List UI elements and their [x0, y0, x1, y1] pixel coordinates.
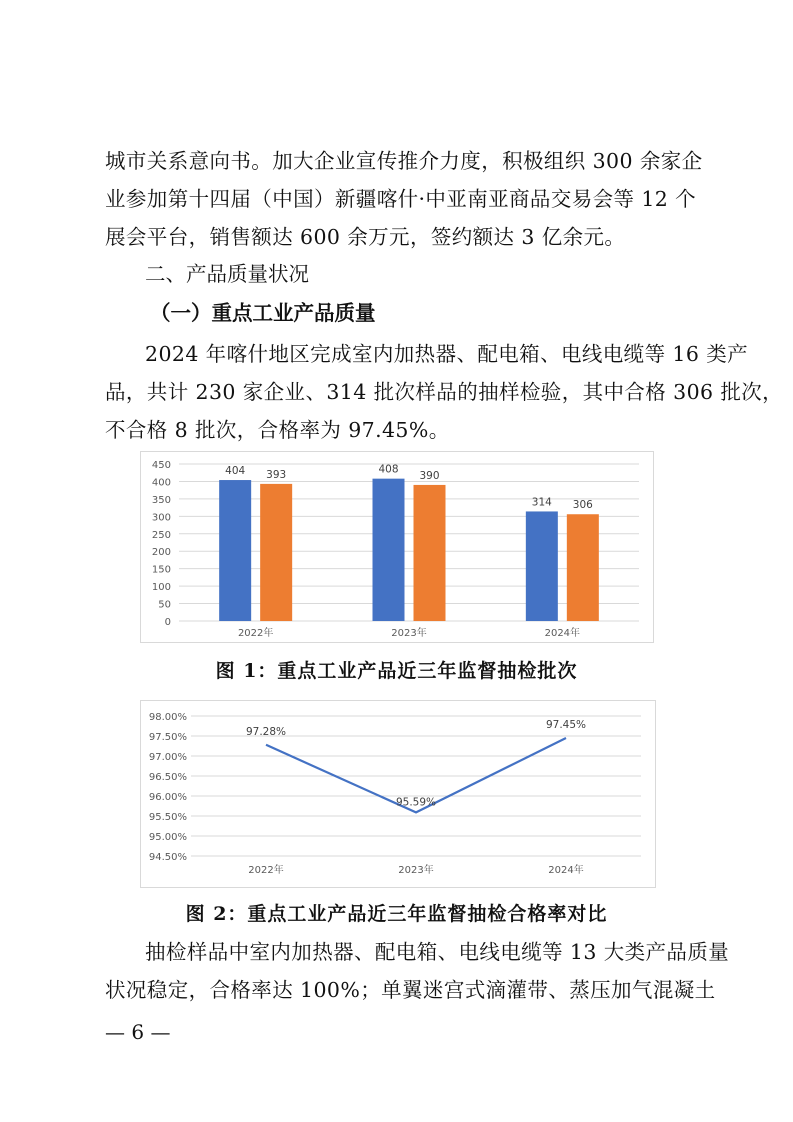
x-tick-label: 2024年: [548, 865, 584, 876]
y-tick-label: 97.50%: [148, 732, 187, 743]
x-tick-label: 2022年: [237, 628, 274, 639]
paragraph-line: 业参加第十四届（中国）新疆喀什·中亚南亚商品交易会等 12 个: [105, 187, 697, 211]
data-label: 306: [572, 499, 593, 512]
bar: [260, 484, 292, 621]
y-tick-label: 95.50%: [148, 812, 187, 823]
y-tick-label: 450: [151, 460, 171, 471]
bar: [526, 511, 558, 621]
data-label: 95.59%: [395, 796, 437, 809]
data-label: 404: [225, 465, 246, 478]
y-tick-label: 50: [158, 599, 171, 611]
y-tick-label: 96.00%: [148, 792, 187, 803]
y-tick-label: 250: [151, 529, 171, 541]
x-tick-label: 2023年: [391, 628, 427, 639]
data-label: 408: [378, 463, 399, 476]
figure-1-caption: 图 1：重点工业产品近三年监督抽检批次: [215, 660, 578, 682]
y-tick-label: 95.00%: [148, 832, 187, 843]
bar: [219, 480, 251, 621]
paragraph-line: 抽检样品中室内加热器、配电箱、电线电缆等 13 大类产品质量: [145, 940, 730, 964]
y-tick-label: 96.50%: [148, 772, 187, 783]
paragraph-line: 2024 年喀什地区完成室内加热器、配电箱、电线电缆等 16 类产: [145, 342, 749, 366]
data-label: 390: [419, 469, 440, 482]
paragraph-line: 状况稳定，合格率达 100%；单翼迷宫式滴灌带、蒸压加气混凝土: [105, 978, 716, 1002]
paragraph-line: 展会平台，销售额达 600 余万元，签约额达 3 亿余元。: [105, 225, 626, 249]
data-label: 97.45%: [545, 719, 587, 731]
y-tick-label: 200: [151, 547, 171, 559]
x-tick-label: 2024年: [544, 628, 581, 639]
data-label: 97.28%: [245, 725, 287, 738]
y-tick-label: 98.00%: [148, 712, 187, 723]
data-label: 314: [531, 496, 552, 509]
x-tick-label: 2023年: [398, 865, 434, 876]
y-tick-label: 150: [151, 564, 171, 576]
y-tick-label: 100: [151, 582, 171, 594]
bar: [414, 485, 446, 621]
bar-chart-frame: [140, 451, 654, 643]
paragraph-line: 城市关系意向书。加大企业宣传推介力度，积极组织 300 余家企: [105, 149, 703, 173]
line-chart: [141, 701, 655, 887]
y-tick-label: 97.00%: [148, 752, 187, 763]
y-tick-label: 300: [151, 512, 171, 524]
data-label: 393: [266, 468, 287, 481]
bar: [567, 514, 599, 621]
paragraph-line: 不合格 8 批次，合格率为 97.45%。: [105, 418, 450, 442]
x-tick-label: 2022年: [248, 865, 284, 876]
line-chart-frame: [140, 700, 656, 888]
y-tick-label: 350: [151, 494, 171, 506]
section-heading: 二、产品质量状况: [145, 262, 309, 286]
paragraph-line: 品，共计 230 家企业、314 批次样品的抽样检验，其中合格 306 批次，: [105, 380, 784, 404]
bar: [373, 479, 405, 621]
figure-2-caption: 图 2：重点工业产品近三年监督抽检合格率对比: [185, 903, 608, 925]
y-tick-label: 400: [151, 477, 171, 489]
page-number: — 6 —: [105, 1020, 171, 1044]
y-tick-label: 94.50%: [148, 852, 187, 863]
subsection-heading: （一）重点工业产品质量: [150, 301, 376, 325]
y-tick-label: 0: [164, 617, 171, 628]
bar-chart: [141, 452, 653, 642]
